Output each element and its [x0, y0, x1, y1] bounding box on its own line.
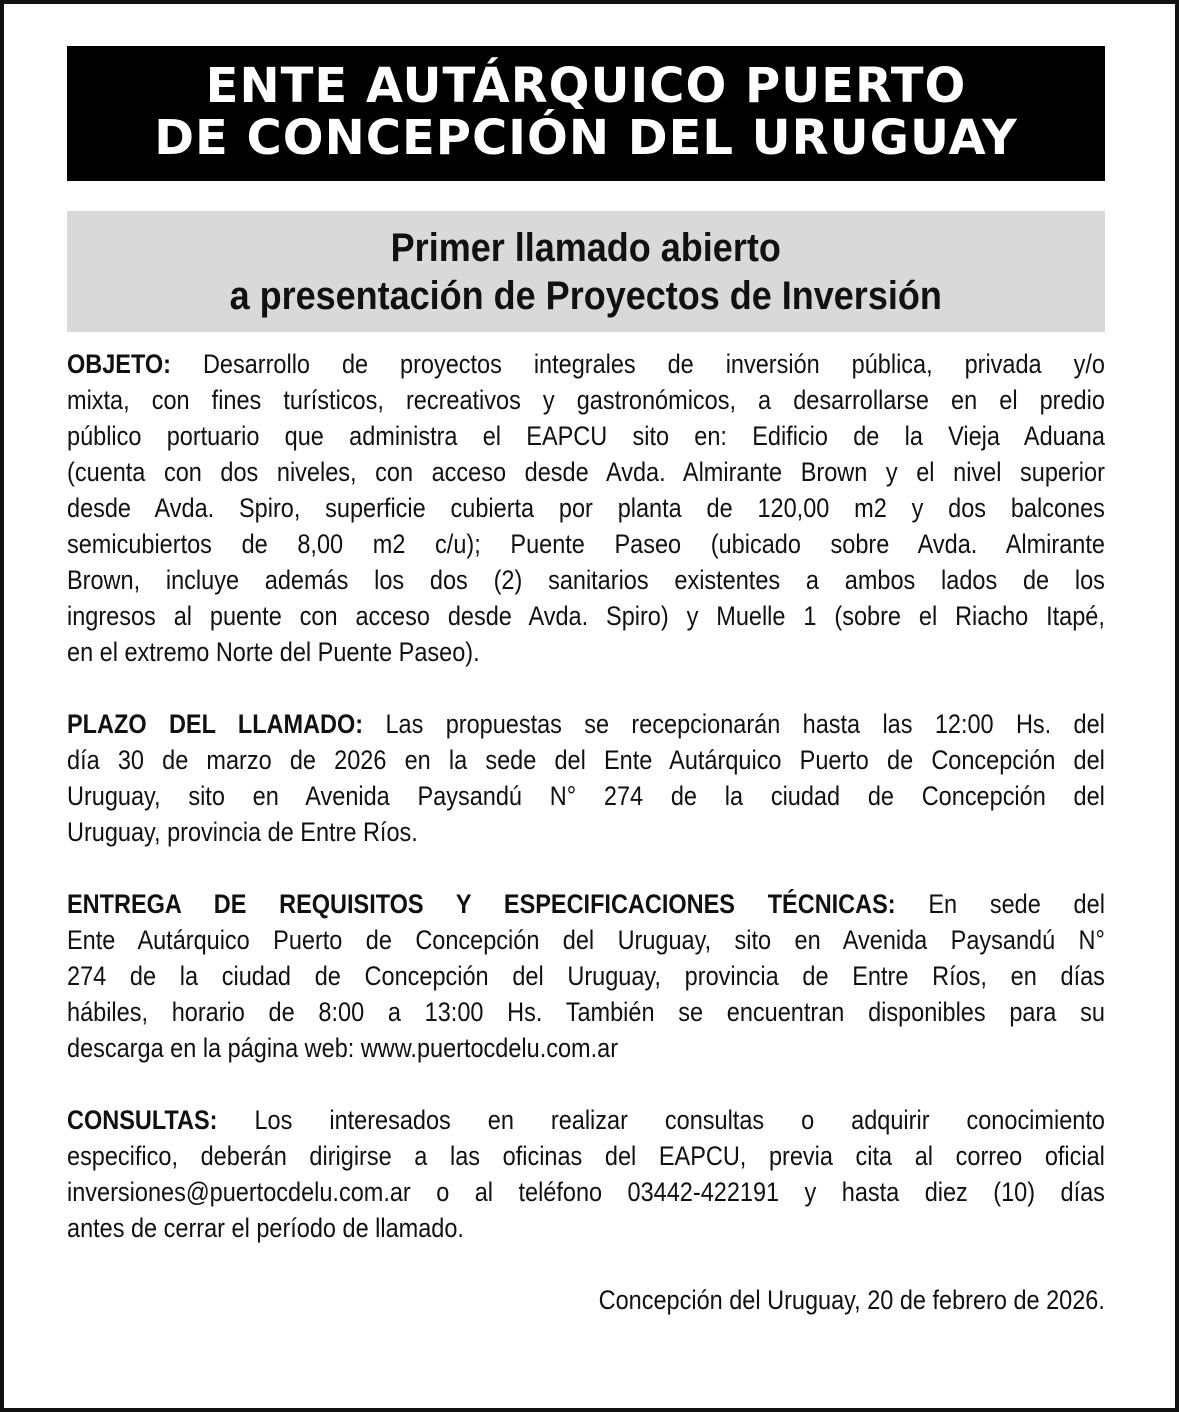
paragraph-line: [67, 958, 1105, 994]
paragraph-line: [67, 814, 1105, 850]
paragraph: [67, 706, 1105, 850]
date-line: Concepción del Uruguay, 20 de febrero de 2026.: [598, 1285, 1105, 1315]
line-text: desde Avda. Spiro, superficie cubierta por planta de 120,00 m2 y dos balcones: [67, 493, 1105, 523]
line-text: antes de cerrar el período de llamado.: [67, 1213, 464, 1243]
paragraph-line: [67, 1210, 1105, 1246]
paragraph-line: [67, 526, 1105, 562]
subtitle-banner: [67, 211, 1105, 332]
paragraph: [67, 886, 1105, 1066]
line-text: semicubiertos de 8,00 m2 c/u); Puente Paseo (ubicado sobre Avda. Almirante: [67, 529, 1105, 559]
paragraph-line: [67, 1030, 1105, 1066]
paragraph-line: [67, 1102, 1105, 1138]
line-text: (cuenta con dos niveles, con acceso desde Avda. Almirante Brown y el nivel superior: [67, 457, 1105, 487]
paragraph-line: [67, 1138, 1105, 1174]
paragraph: [67, 346, 1105, 670]
subtitle-line2: a presentación de Proyectos de Inversión: [229, 274, 943, 318]
paragraph-line: [67, 598, 1105, 634]
line-text: Desarrollo de proyectos integrales de inversión pública, privada y/o: [170, 349, 1105, 379]
paragraph-line: [67, 994, 1105, 1030]
paragraph-line: [67, 346, 1105, 382]
line-text: Uruguay, provincia de Entre Ríos.: [67, 817, 418, 847]
paragraph-line: [67, 922, 1105, 958]
line-text: Uruguay, sito en Avenida Paysandú N° 274 de la ciudad de Concepción del: [67, 781, 1105, 811]
line-text: hábiles, horario de 8:00 a 13:00 Hs. También se encuentran disponibles para su: [67, 997, 1105, 1027]
line-text: especifico, deberán dirigirse a las oficinas del EAPCU, previa cita al correo oficial: [67, 1141, 1105, 1171]
paragraph-line: [67, 562, 1105, 598]
line-text: Las propuestas se recepcionarán hasta las 12:00 Hs. del: [363, 709, 1105, 739]
line-text: ingresos al puente con acceso desde Avda. Spiro) y Muelle 1 (sobre el Riacho Itapé,: [67, 601, 1105, 631]
paragraph-line: [67, 454, 1105, 490]
header-banner: [67, 46, 1105, 181]
paragraph-line: [67, 886, 1105, 922]
notice-body: [67, 346, 1105, 1282]
line-text: mixta, con fines turísticos, recreativos y gastronómicos, a desarrollarse en el predio: [67, 385, 1105, 415]
line-text: Los interesados en realizar consultas o adquirir conocimiento: [217, 1105, 1105, 1135]
line-text: Brown, incluye además los dos (2) sanitarios existentes a ambos lados de los: [67, 565, 1105, 595]
header-title-line1: ENTE AUTÁRQUICO PUERTO: [205, 58, 967, 114]
paragraph-label: ENTREGA DE REQUISITOS Y ESPECIFICACIONES TÉCNICAS:: [67, 889, 896, 919]
line-text: En sede del: [895, 889, 1105, 919]
paragraph-line: [67, 1174, 1105, 1210]
line-text: en el extremo Norte del Puente Paseo).: [67, 637, 480, 667]
line-text: descarga en la página web: www.puertocdelu.com.ar: [67, 1033, 619, 1063]
paragraph-label: CONSULTAS:: [67, 1105, 218, 1135]
line-text: 274 de la ciudad de Concepción del Uruguay, provincia de Entre Ríos, en días: [67, 961, 1105, 991]
line-text: Ente Autárquico Puerto de Concepción del Uruguay, sito en Avenida Paysandú N°: [67, 925, 1105, 955]
paragraph: [67, 1102, 1105, 1246]
date-block: [67, 1282, 1105, 1318]
paragraph-line: [67, 778, 1105, 814]
header-title-line2: DE CONCEPCIÓN DEL URUGUAY: [154, 110, 1018, 166]
paragraph-line: [67, 490, 1105, 526]
paragraph-label: PLAZO DEL LLAMADO:: [67, 709, 364, 739]
line-text: día 30 de marzo de 2026 en la sede del Ente Autárquico Puerto de Concepción del: [67, 745, 1105, 775]
paragraph-line: [67, 742, 1105, 778]
paragraph-line: [67, 382, 1105, 418]
paragraph-line: [67, 706, 1105, 742]
paragraph-line: [67, 634, 1105, 670]
subtitle-line1: Primer llamado abierto: [390, 226, 782, 270]
line-text: inversiones@puertocdelu.com.ar o al teléfono 03442-422191 y hasta diez (10) días: [67, 1177, 1105, 1207]
paragraph-label: OBJETO:: [67, 349, 171, 379]
paragraph-line: [67, 418, 1105, 454]
line-text: público portuario que administra el EAPCU sito en: Edificio de la Vieja Aduana: [67, 421, 1105, 451]
